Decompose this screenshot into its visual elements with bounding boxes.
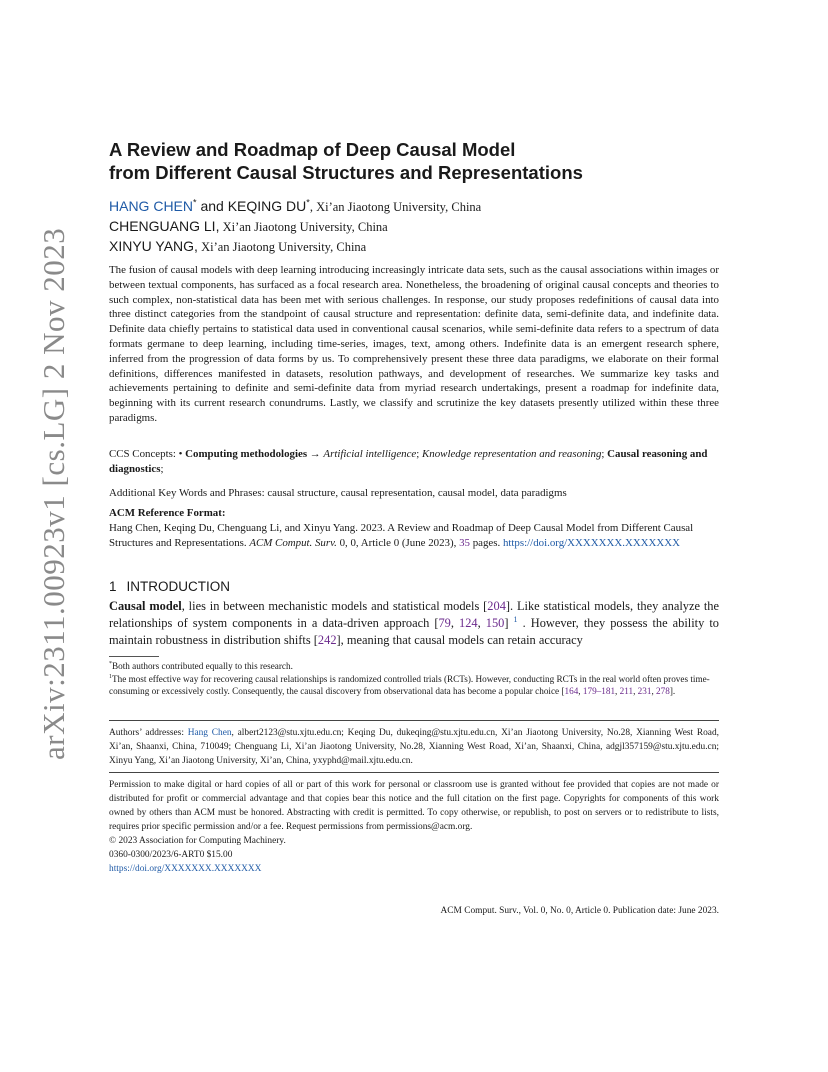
intro-text: . However, they possess the ability to maintain robustness in distribution shifts [: [109, 616, 719, 647]
citation-link[interactable]: 164: [564, 686, 579, 697]
ccs-concept: Knowledge representation and reasoning: [422, 448, 602, 460]
footnote-text: Both authors contributed equally to this research.: [111, 661, 293, 671]
permission-divider: [109, 772, 719, 773]
ccs-end: ;: [160, 462, 164, 475]
footnote-link[interactable]: 1: [513, 614, 518, 624]
page-count-link[interactable]: 35: [459, 536, 470, 549]
acm-ref-journal: ACM Comput. Surv.: [249, 536, 337, 549]
author-name: CHENGUANG LI,: [109, 218, 220, 234]
acm-reference: [109, 506, 719, 550]
footnotes: [109, 660, 719, 698]
citation-link[interactable]: 242: [317, 633, 337, 647]
citation-link[interactable]: 204: [487, 599, 506, 613]
ccs-bullet: •: [178, 448, 186, 460]
section-title: INTRODUCTION: [126, 579, 231, 594]
author-addresses: [109, 726, 719, 768]
intro-text: ]. Like statistical models, they analyze the relationships of system components in a data-driven approach [: [109, 599, 719, 630]
intro-text: , lies in between mechanistic models and statistical models [: [181, 599, 488, 613]
author-and: and: [196, 198, 228, 214]
author-link-hang-chen[interactable]: HANG CHEN: [109, 198, 194, 214]
author-line-1: [109, 197, 729, 217]
addresses-divider: [109, 720, 719, 721]
copyright-line: © 2023 Association for Computing Machinery.: [109, 836, 286, 846]
ccs-arrow: →: [307, 448, 324, 460]
ccs-sep: ;: [601, 448, 608, 460]
citation-link[interactable]: 79: [438, 616, 451, 630]
author-name: XINYU YANG,: [109, 238, 198, 254]
paper-title: [109, 138, 729, 184]
acm-reference-text: [109, 521, 719, 551]
citation-link[interactable]: 278: [656, 686, 670, 697]
footnote-equal-contribution: [109, 660, 719, 673]
author-list: [109, 197, 729, 257]
title-line-1: A Review and Roadmap of Deep Causal Model: [109, 139, 516, 160]
abstract: The fusion of causal models with deep learning introducing increasingly intricate data sets, such as the causal associations within images or between textual components, has surfaced as a focal research area. Nonetheless, the broadening of original causal concepts and theories to such complex, non-statistical data has been met with serious challenges. In response, our study proposes redefinitions of causal data into three distinct categories from the standpoint of causal structure and representation: definite data, semi-definite data, and indefinite data. Definite data chiefly pertains to statistical data used in conventional causal scenarios, while semi-definite data refers to a spectrum of data formats germane to deep learning, including time-series, images, text, among others. Indefinite data is an emergent research sphere, inferred from the progression of data forms by us. To comprehensively present these three data paradigms, we elaborate on their formal definitions, differences manifested in datasets, resolution pathways, and development of researches. We summarize key tasks and achievements pertaining to definite and semi-definite data from myriad research undertakings, present a roadmap for indefinite data, beginning with its current research conundrums. Lastly, we classify and scrutinize the key datasets presently utilized within these three paradigms.: [109, 264, 719, 424]
author-affiliation: , Xi’an Jiaotong University, China: [309, 200, 482, 214]
author-affiliation: Xi’an Jiaotong University, China: [197, 240, 367, 254]
acm-ref-text: Hang Chen, Keqing Du, Chenguang Li, and Xinyu Yang. 2023. A Review and Roadmap of Deep Causal Model from Different Causal Structures and Representations.: [109, 521, 694, 549]
intro-term: Causal model: [109, 599, 182, 613]
permission-text: Permission to make digital or hard copies of all or part of this work for personal or classroom use is granted without fee provided that copies are not made or distributed for profit or commercial advantage and that copies bear this notice and the full citation on the first page. Copyrights for components of this work owned by others than ACM must be honored. Abstracting with credit is permitted. To copy otherwise, or republish, to post on servers or to redistribute to lists, requires prior specific permission and/or a fee. Request permissions from permissions@acm.org.: [109, 780, 719, 832]
arxiv-stamp: arXiv:2311.00923v1 [cs.LG] 2 Nov 2023: [36, 227, 71, 760]
footnote-mark: *: [109, 660, 112, 667]
footnote-divider: [109, 656, 159, 657]
ccs-concepts: [109, 447, 719, 477]
citation-link[interactable]: 231: [637, 686, 652, 697]
citation-link[interactable]: 211: [619, 686, 634, 697]
page-footer: ACM Comput. Surv., Vol. 0, No. 0, Article 0. Publication date: June 2023.: [440, 906, 719, 916]
issn-line: 0360-0300/2023/6-ART0 $15.00: [109, 850, 233, 860]
author-line-2: [109, 217, 729, 237]
author-mark: *: [193, 197, 197, 208]
citation-link[interactable]: 150: [485, 616, 505, 630]
section-heading: [109, 579, 719, 594]
ccs-concept: Artificial intelligence: [323, 448, 417, 460]
doi-link[interactable]: https://doi.org/XXXXXXX.XXXXXXX: [502, 536, 681, 549]
addresses-prefix: Authors’ addresses:: [109, 728, 188, 738]
author-address-link[interactable]: Hang Chen: [187, 728, 232, 738]
permission-block: [109, 778, 719, 876]
ccs-label: CCS Concepts:: [109, 448, 179, 460]
footnote-rct: $^1$The most effective way for recovering causal relationships is randomized controlled trials (RCTs). However, conducting RCTs in the real world often proves time-consuming or excessively costly. Consequently, the causal discovery from observational data has become a popular choice [164, 179–181, 211, 231, 278].: [109, 673, 710, 697]
intro-text: ], meaning that causal models can retain accuracy: [336, 633, 583, 647]
author-line-3: [109, 237, 729, 257]
author-name: KEQING DU: [227, 198, 307, 214]
citation-link[interactable]: 179–181: [582, 686, 616, 697]
title-line-2: from Different Causal Structures and Representations: [109, 162, 583, 183]
footnote-mark: 1: [109, 673, 112, 680]
ccs-concept: Causal reasoning and diagnostics: [109, 448, 708, 475]
section-number: 1: [109, 579, 117, 594]
addresses-text: , albert2123@stu.xjtu.edu.cn; Keqing Du, dukeqing@stu.xjtu.edu.cn, Xi’an Jiaotong University, No.28, Xianning West Road, Xi’an, Shaanxi, China, 710049; Chenguang Li, Xi’an Jiaotong University, No.28, Xianning West Road, Xi’an, Shaanxi, China, adgjl357159@stu.xjtu.edu.cn; Xinyu Yang, Xi’an Jiaotong University, Xi’an, China, yxyphd@mail.xjtu.edu.cn.: [109, 728, 719, 766]
citation-link[interactable]: 124: [459, 616, 478, 630]
keywords: Additional Key Words and Phrases: causal structure, causal representation, causal model, data paradigms: [109, 487, 567, 499]
acm-ref-text: 0, 0, Article 0 (June 2023),: [336, 536, 460, 549]
permission-doi-link[interactable]: https://doi.org/XXXXXXX.XXXXXXX: [109, 864, 262, 874]
acm-reference-heading: ACM Reference Format:: [109, 507, 226, 519]
acm-ref-text: pages.: [469, 536, 503, 549]
intro-text: ]: [504, 616, 514, 630]
footnote-text: The most effective way for recovering causal relationships is randomized controlled trials (RCTs). However, conducting RCTs in the real world often proves time-consuming or excessively costly. Consequently, the causal discovery from observational data has become a popular choice [: [109, 673, 710, 697]
author-mark: *: [306, 197, 310, 208]
intro-paragraph: Causal model, lies in between mechanistic models and statistical models [204]. Like statistical models, they analyze the relationships of system components in a data-driven approach [79, 124, 150] $^1$ . However, they possess the ability to maintain robustness in distribution shifts [242], meaning that causal models can retain accuracy: [109, 599, 719, 647]
ccs-sep: ;: [416, 448, 423, 460]
ccs-concept: Computing methodologies: [185, 448, 308, 460]
footnote-end: ].: [669, 686, 676, 697]
author-affiliation: Xi’an Jiaotong University, China: [219, 220, 388, 234]
